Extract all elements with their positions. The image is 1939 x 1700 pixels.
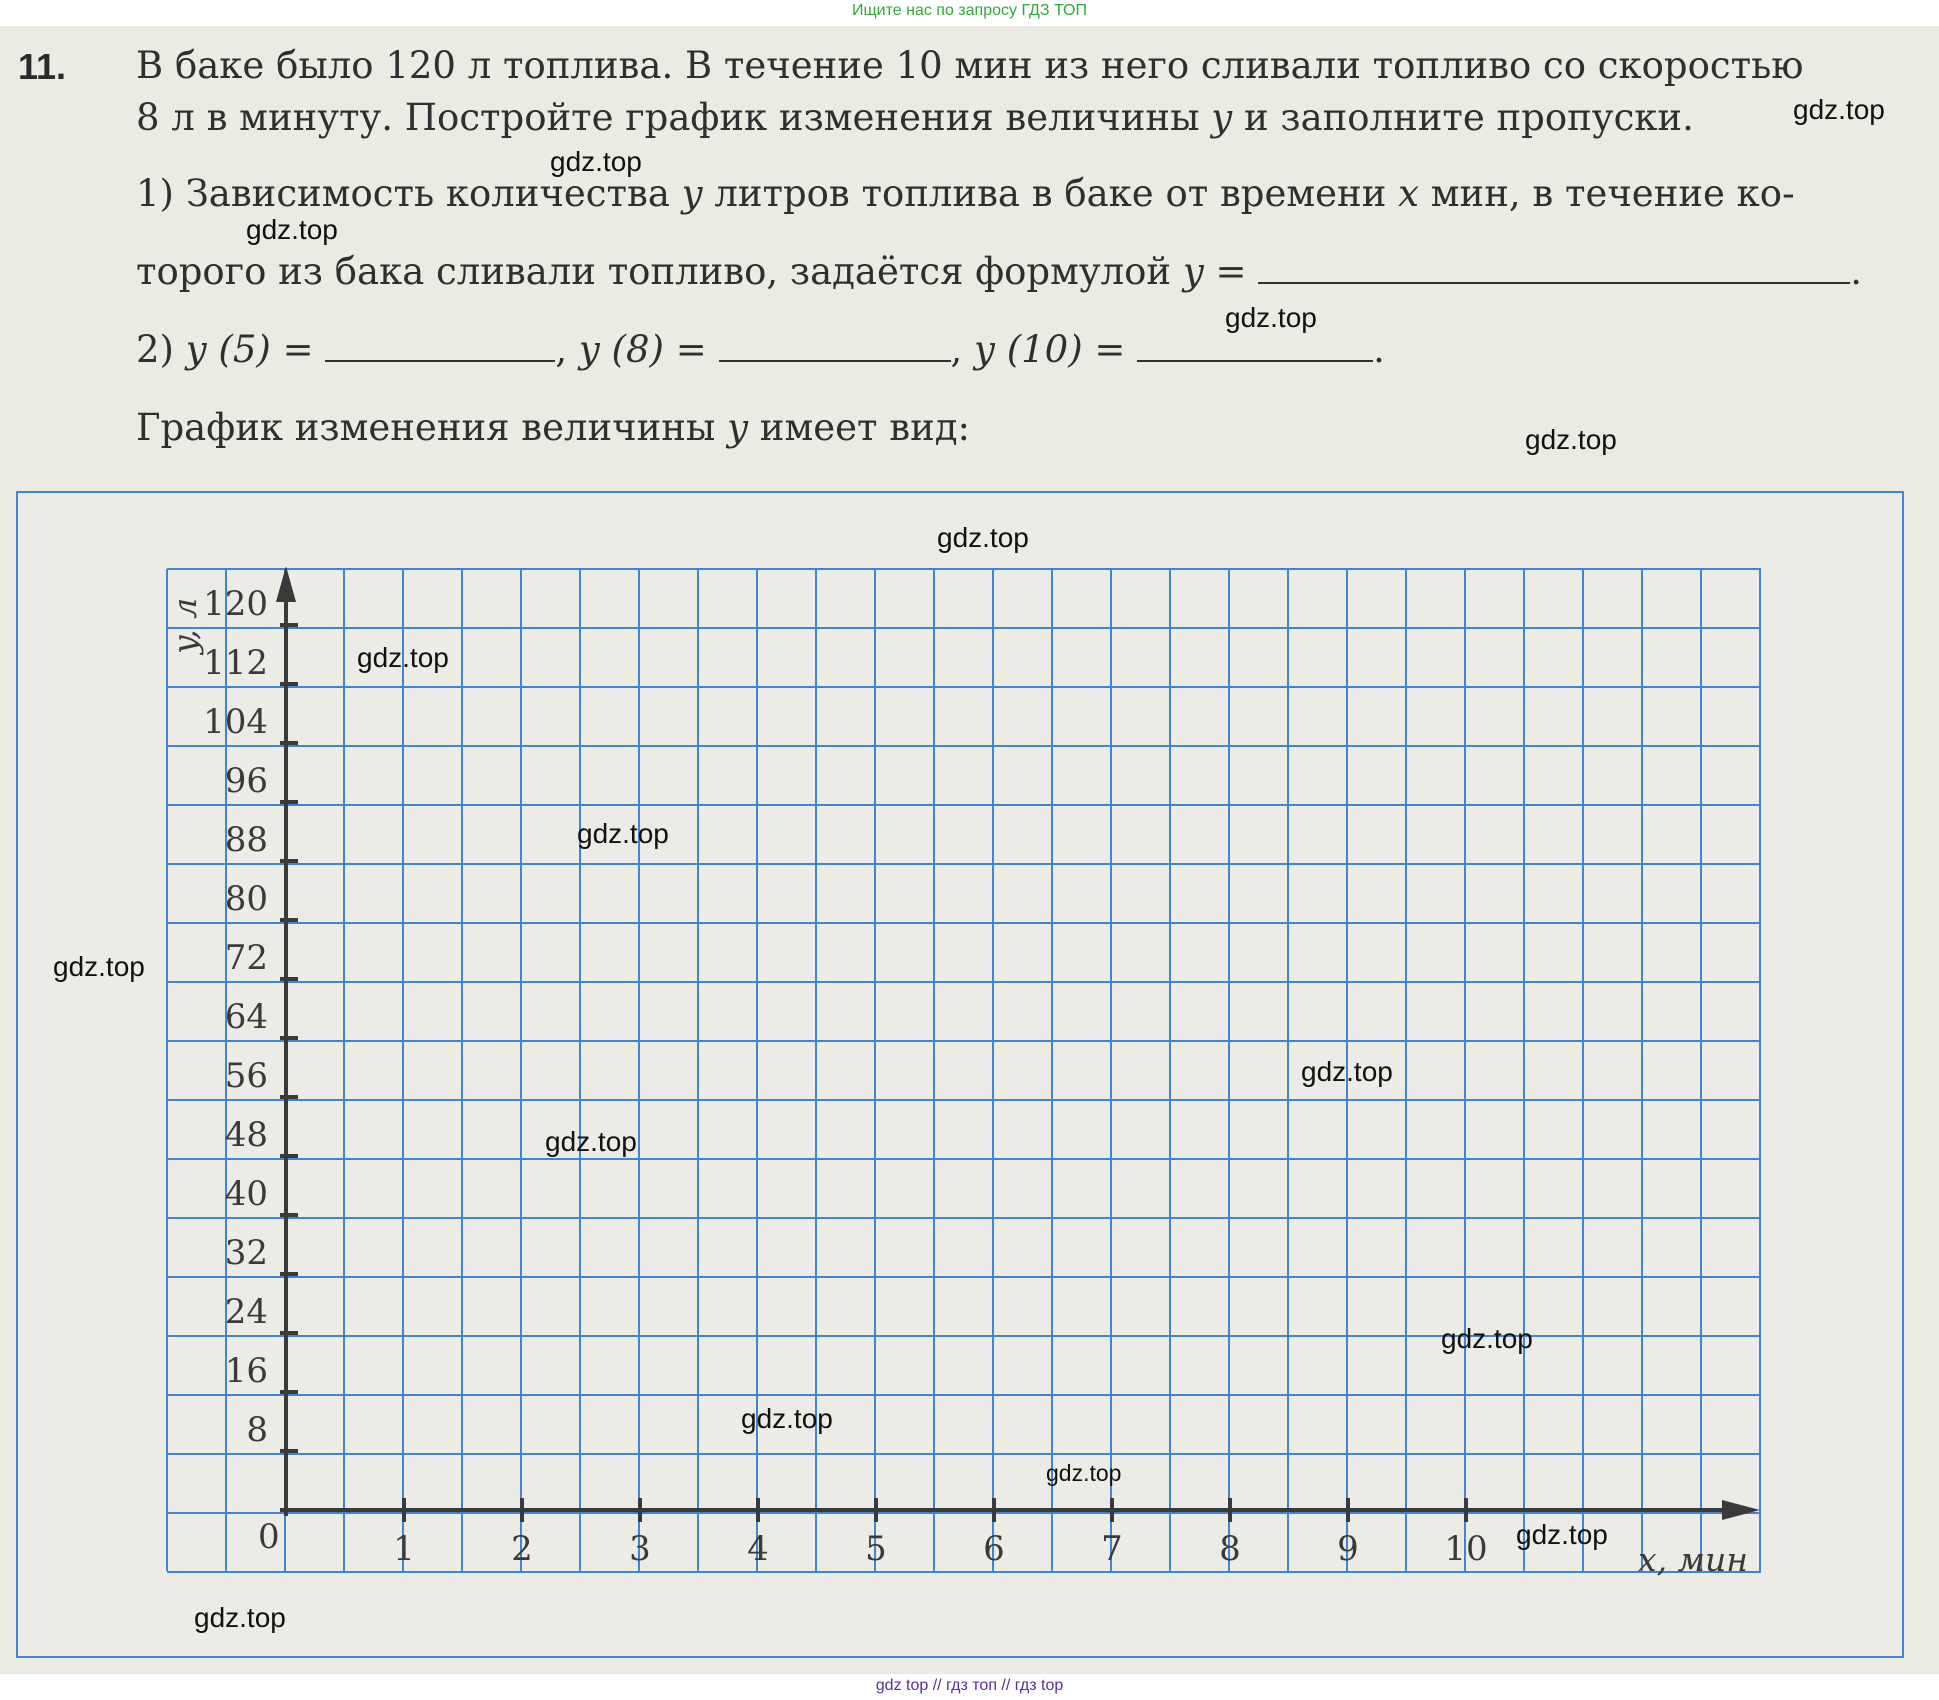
- item2-end: .: [1373, 328, 1385, 371]
- watermark: gdz.top: [1441, 1323, 1533, 1354]
- chart-frame: [17, 492, 1903, 1657]
- origin-label: 0: [258, 1517, 280, 1557]
- watermark: gdz.top: [1046, 1460, 1122, 1486]
- watermark: gdz.top: [194, 1602, 286, 1633]
- item2-y10-label: y (10) =: [974, 328, 1138, 371]
- y-axis-label: y, л: [165, 597, 204, 654]
- item1-text-a: 1) Зависимость количества: [136, 172, 682, 215]
- item2-y5-label: y (5) =: [185, 328, 326, 371]
- item1-text-c: мин, в течение ко-: [1419, 172, 1795, 215]
- x-tick-label: 4: [747, 1529, 769, 1569]
- graph-caption-before: График изменения величины: [136, 406, 728, 449]
- item1-line2-end: .: [1850, 250, 1863, 293]
- x-tick-label: 2: [511, 1529, 533, 1569]
- y-tick-label: 48: [224, 1115, 268, 1155]
- task-line2-after: и заполните пропуски.: [1232, 96, 1694, 139]
- x-tick-label: 8: [1219, 1529, 1241, 1569]
- top-banner[interactable]: Ищите нас по запросу ГДЗ ТОП: [852, 2, 1087, 19]
- x-tick-label: 1: [393, 1529, 415, 1569]
- y-tick-label: 56: [224, 1056, 268, 1096]
- graph-caption-var: y: [727, 406, 749, 449]
- bottom-banner[interactable]: gdz top // гдз топ // гдз top: [875, 1677, 1064, 1694]
- y-tick-label: 112: [203, 643, 268, 683]
- y-tick-label: 8: [246, 1410, 268, 1450]
- watermark: gdz.top: [741, 1403, 833, 1434]
- item1-line2-text: торого из бака сливали топливо, задаётся формулой: [136, 250, 1183, 293]
- y-tick-label: 16: [224, 1351, 268, 1391]
- watermark: gdz.top: [937, 522, 1029, 553]
- y-tick-label: 32: [224, 1233, 268, 1273]
- x-tick-label: 10: [1444, 1529, 1488, 1569]
- y-tick-label: 72: [224, 938, 268, 978]
- item2-prefix: 2): [136, 328, 186, 371]
- watermark: gdz.top: [1301, 1056, 1393, 1087]
- y-tick-label: 80: [224, 879, 268, 919]
- watermark: gdz.top: [1525, 424, 1617, 455]
- y-tick-label: 96: [224, 761, 268, 801]
- task-number: 11.: [18, 46, 67, 87]
- x-tick-label: 9: [1337, 1529, 1359, 1569]
- y-tick-label: 24: [224, 1292, 268, 1332]
- y-tick-label: 104: [203, 702, 268, 742]
- x-tick-label: 7: [1101, 1529, 1123, 1569]
- item1-text-b: литров топлива в баке от времени: [702, 172, 1399, 215]
- item2-sep-1: ,: [555, 328, 579, 371]
- watermark: gdz.top: [53, 951, 145, 982]
- x-tick-label: 3: [629, 1529, 651, 1569]
- x-axis-label: x, мин: [1638, 1540, 1748, 1579]
- y-tick-label: 64: [224, 997, 268, 1037]
- item1-var-y: y: [681, 172, 703, 215]
- item2-y8-label: y (8) =: [578, 328, 719, 371]
- watermark: gdz.top: [1793, 94, 1885, 125]
- watermark: gdz.top: [577, 818, 669, 849]
- item1-var-x: x: [1398, 172, 1419, 215]
- y-tick-label: 88: [224, 820, 268, 860]
- task-line2-before: 8 л в минуту. Постройте график изменения величины: [136, 96, 1212, 139]
- watermark: gdz.top: [545, 1126, 637, 1157]
- graph-caption-after: имеет вид:: [748, 406, 971, 449]
- item1-line2-eq: =: [1203, 250, 1259, 293]
- watermark: gdz.top: [550, 146, 642, 177]
- watermark: gdz.top: [357, 642, 449, 673]
- x-tick-label: 6: [983, 1529, 1005, 1569]
- task-line2-var: y: [1211, 96, 1233, 139]
- item2-sep-2: ,: [950, 328, 975, 371]
- item1-line2-var: y: [1182, 250, 1204, 293]
- watermark: gdz.top: [246, 214, 338, 245]
- y-tick-label: 40: [224, 1174, 268, 1214]
- watermark: gdz.top: [1516, 1519, 1608, 1550]
- watermark: gdz.top: [1225, 302, 1317, 333]
- x-tick-label: 5: [865, 1529, 887, 1569]
- task-line1-text: В баке было 120 л топлива. В течение 10 мин из него сливали топливо со скоростью: [136, 44, 1804, 87]
- y-tick-label: 120: [203, 584, 268, 624]
